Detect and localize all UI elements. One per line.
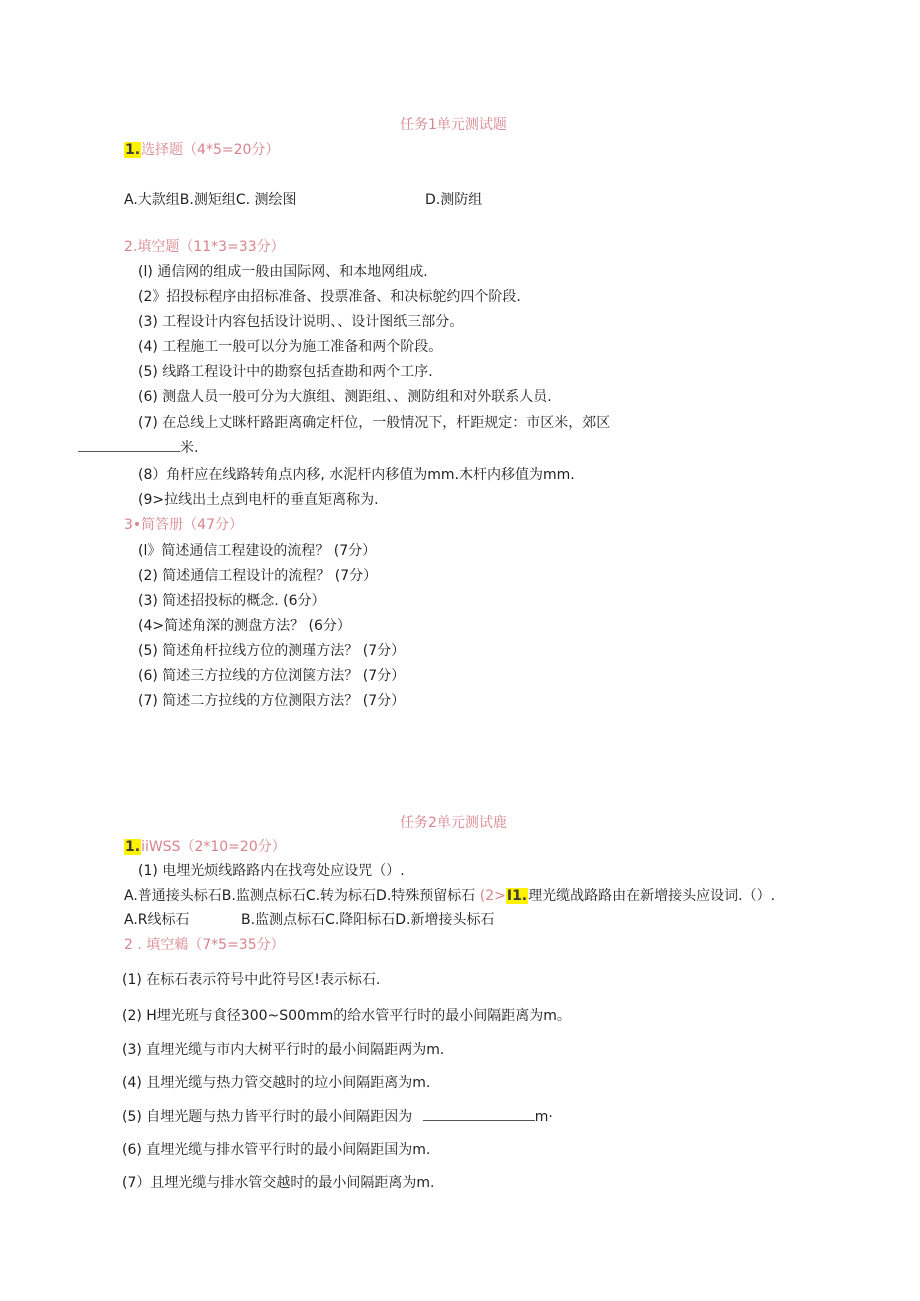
task1-section3-heading: 3•简答册（47分）: [124, 517, 243, 533]
fill-item-continuation: [78, 438, 198, 458]
task2-title: 任务2单元测试鹿: [400, 815, 507, 831]
task1-title: 任务1单元测试题: [400, 117, 507, 133]
section-number-highlight: 1.: [125, 142, 141, 158]
short-answer-item: (5) 简述角杆拉线方位的测瑾方法？ (7分）: [138, 643, 406, 659]
fill-item: (4) 且埋光缆与热力管交越时的垃小间隔距离为m.: [122, 1075, 431, 1091]
fill-item: (3) 直埋光缆与市内大树平行时的最小间隔距两为m.: [122, 1042, 445, 1058]
option-a: A.大款组: [124, 192, 180, 208]
fill-item: (6) 直埋光缆与排水管平行时的最小间隔距国为m.: [122, 1142, 431, 1158]
fill-item: (4) 工程施工一般可以分为施工准备和两个阶段。: [138, 339, 443, 355]
task1-section1-heading: [124, 140, 279, 160]
question-2-option-a: A.R线标石: [124, 912, 190, 928]
question-1: (1) 电埋光烦线路路内在找弯处应设咒（）.: [138, 863, 405, 879]
answer-blank: [78, 439, 180, 452]
fill-item: (9>拉线出土点到电杆的垂直矩离称为.: [138, 492, 379, 508]
section-heading-text: iiWSS（2*10=20分）: [141, 839, 286, 855]
short-answer-item: (2) 简述通信工程设计的流程？ (7分）: [138, 568, 378, 584]
short-answer-item: (4>简述角深的测盘方法？ (6分）: [138, 618, 351, 634]
fill-item: (7）且埋光缆与排水管交越时的最小间隔距离为m.: [122, 1175, 435, 1191]
fill-item: (1) 在标石表示符号中此符号区!表示标石.: [122, 972, 381, 988]
fill-item-end: m·: [534, 1109, 553, 1125]
question-2-text: 理光缆战路路由在新增接头应设词.（）.: [528, 888, 776, 904]
fill-item-5: [122, 1107, 553, 1127]
section-heading-text: 选择题（4*5=20分）: [141, 142, 280, 158]
fill-item: (2》招投标程序由招标准备、投票准备、和决标鸵约四个阶段.: [138, 289, 521, 305]
question-2-options: B.监测点标石C.降阳标石D.新增接头标石: [241, 912, 495, 928]
section-number-highlight: 1.: [125, 839, 141, 855]
fill-item: (8）角杆应在线路转角点内移, 水泥杆内移值为mm.木杆内移值为mm.: [138, 467, 575, 483]
question-2-number: (2>: [479, 888, 506, 904]
option-b: B.测矩组: [179, 192, 236, 208]
task1-choice-options: [124, 190, 297, 210]
short-answer-item: (3) 简述招投标的概念. (6分）: [138, 593, 326, 609]
fill-item: (l) 通信网的组成一般由国际网、和本地网组成.: [138, 264, 428, 280]
option-d: D.测防组: [425, 192, 483, 208]
task2-section1-heading: [124, 837, 286, 857]
short-answer-item: (7) 简述二方拉线的方位测限方法？ (7分）: [138, 693, 406, 709]
option-c: C. 测绘图: [235, 192, 297, 208]
fill-item: (2) H埋光班与食径300~S00mm的给水管平行时的最小间隔距离为m。: [122, 1008, 571, 1024]
question-line: [124, 886, 775, 906]
fill-item: (6) 测盘人员一般可分为大旗组、测距组、、测防组和对外联系人员.: [138, 389, 552, 405]
task2-section2-heading: 2 . 填空鶆（7*5=35分）: [124, 937, 285, 953]
task1-section2-heading: 2.填空题（11*3=33分）: [124, 239, 285, 255]
fill-item-end: 米.: [180, 440, 199, 456]
fill-item: (7) 在总线上丈眯杆路距离确定杆位，一般情况下，杆距规定：市区米，郊区: [138, 415, 611, 431]
fill-item: (3) 工程设计内容包括设计说明、、设计图纸三部分。: [138, 314, 464, 330]
fill-item-text: (5) 自埋光题与热力皆平行时的最小间隔距因为: [122, 1109, 413, 1125]
answer-blank: [423, 1108, 535, 1121]
short-answer-item: (6) 简述三方拉线的方位浏箧方法？ (7分）: [138, 668, 406, 684]
short-answer-item: (l》简述通信工程建设的流程？ (7分）: [138, 543, 377, 559]
fill-item: (5) 线路工程设计中的勘察包括查勘和两个工序.: [138, 364, 433, 380]
question-1-options: A.普通接头标石B.监测点标石C.转为标石D.特殊预留标石: [124, 888, 476, 904]
question-2-highlight: I1.: [506, 888, 528, 904]
